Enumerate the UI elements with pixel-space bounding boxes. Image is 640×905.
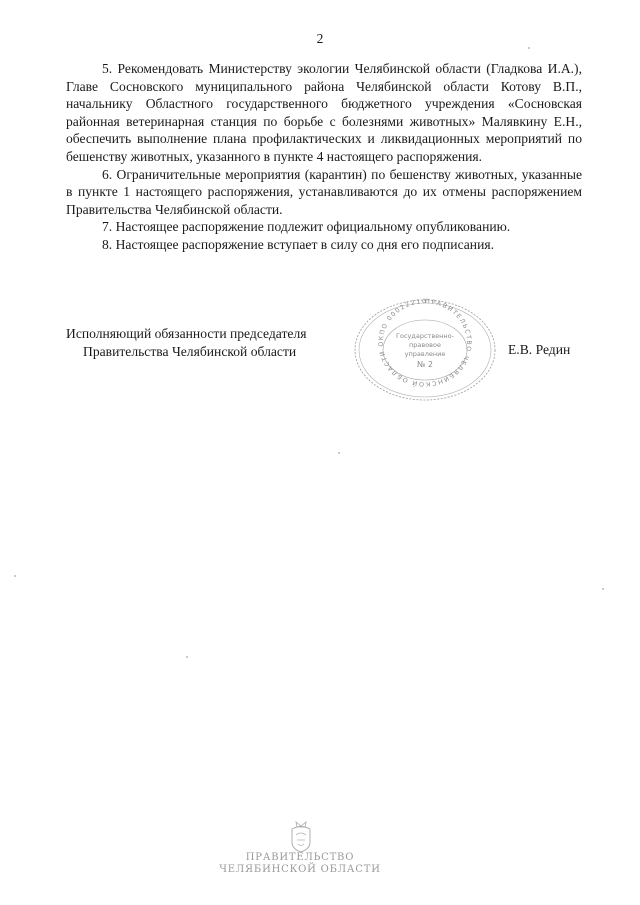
signatory-name: Е.В. Редин bbox=[508, 342, 571, 357]
scan-speck bbox=[186, 656, 188, 658]
seal-center-line-3: управление bbox=[404, 350, 446, 358]
paragraph-7: 7. Настоящее распоряжение подлежит официальному опубликованию. bbox=[102, 219, 511, 235]
document-body bbox=[66, 60, 582, 254]
seal-center-line-4: № 2 bbox=[417, 360, 433, 369]
page-number: 2 bbox=[316, 31, 324, 46]
seal-center-line-1: Государственно- bbox=[396, 332, 454, 340]
scan-speck bbox=[602, 588, 604, 590]
scan-speck bbox=[338, 452, 340, 454]
seal-center-line-2: правовое bbox=[409, 341, 441, 349]
seal-ring-text: ПРАВИТЕЛЬСТВО ЧЕЛЯБИНСКОЙ ОБЛАСТИ ОКПО 00022210 bbox=[377, 298, 473, 388]
paragraph-6: 6. Ограничительные мероприятия (карантин) по бешенству животных, указанные в пункте 1 настоящего распоряжения, устанавливаются до их отмены распоряжением Правительства Челябинской области. bbox=[66, 166, 582, 217]
official-seal-stamp bbox=[349, 296, 501, 404]
scan-speck bbox=[14, 575, 16, 577]
footer-organization bbox=[0, 852, 600, 876]
paragraph-5: 5. Рекомендовать Министерству экологии Челябинской области (Гладкова И.А.), Главе Сосновского муниципального района Челябинской области Котову В.П., начальнику Областного государственного бюджетного учреждения «Сосновская районная ветеринарная станция по борьбе с болезнями животных» Малявкину Е.Н., обеспечить выполнение плана профилактических и ликвидационных мероприятий по бешенству животных, указанного в пункте 4 настоящего распоряжения. bbox=[66, 61, 582, 164]
signatory-title bbox=[66, 325, 307, 360]
signatory-title-line-1: Исполняющий обязанности председателя bbox=[66, 326, 307, 341]
signatory-title-line-2: Правительства Челябинской области bbox=[83, 343, 297, 359]
footer-line-1: ПРАВИТЕЛЬСТВО bbox=[245, 852, 355, 863]
scan-speck bbox=[528, 47, 530, 49]
paragraph-8: 8. Настоящее распоряжение вступает в силу со дня его подписания. bbox=[102, 236, 495, 252]
coat-of-arms-icon bbox=[288, 820, 314, 854]
footer-line-2: ЧЕЛЯБИНСКОЙ ОБЛАСТИ bbox=[219, 864, 381, 875]
